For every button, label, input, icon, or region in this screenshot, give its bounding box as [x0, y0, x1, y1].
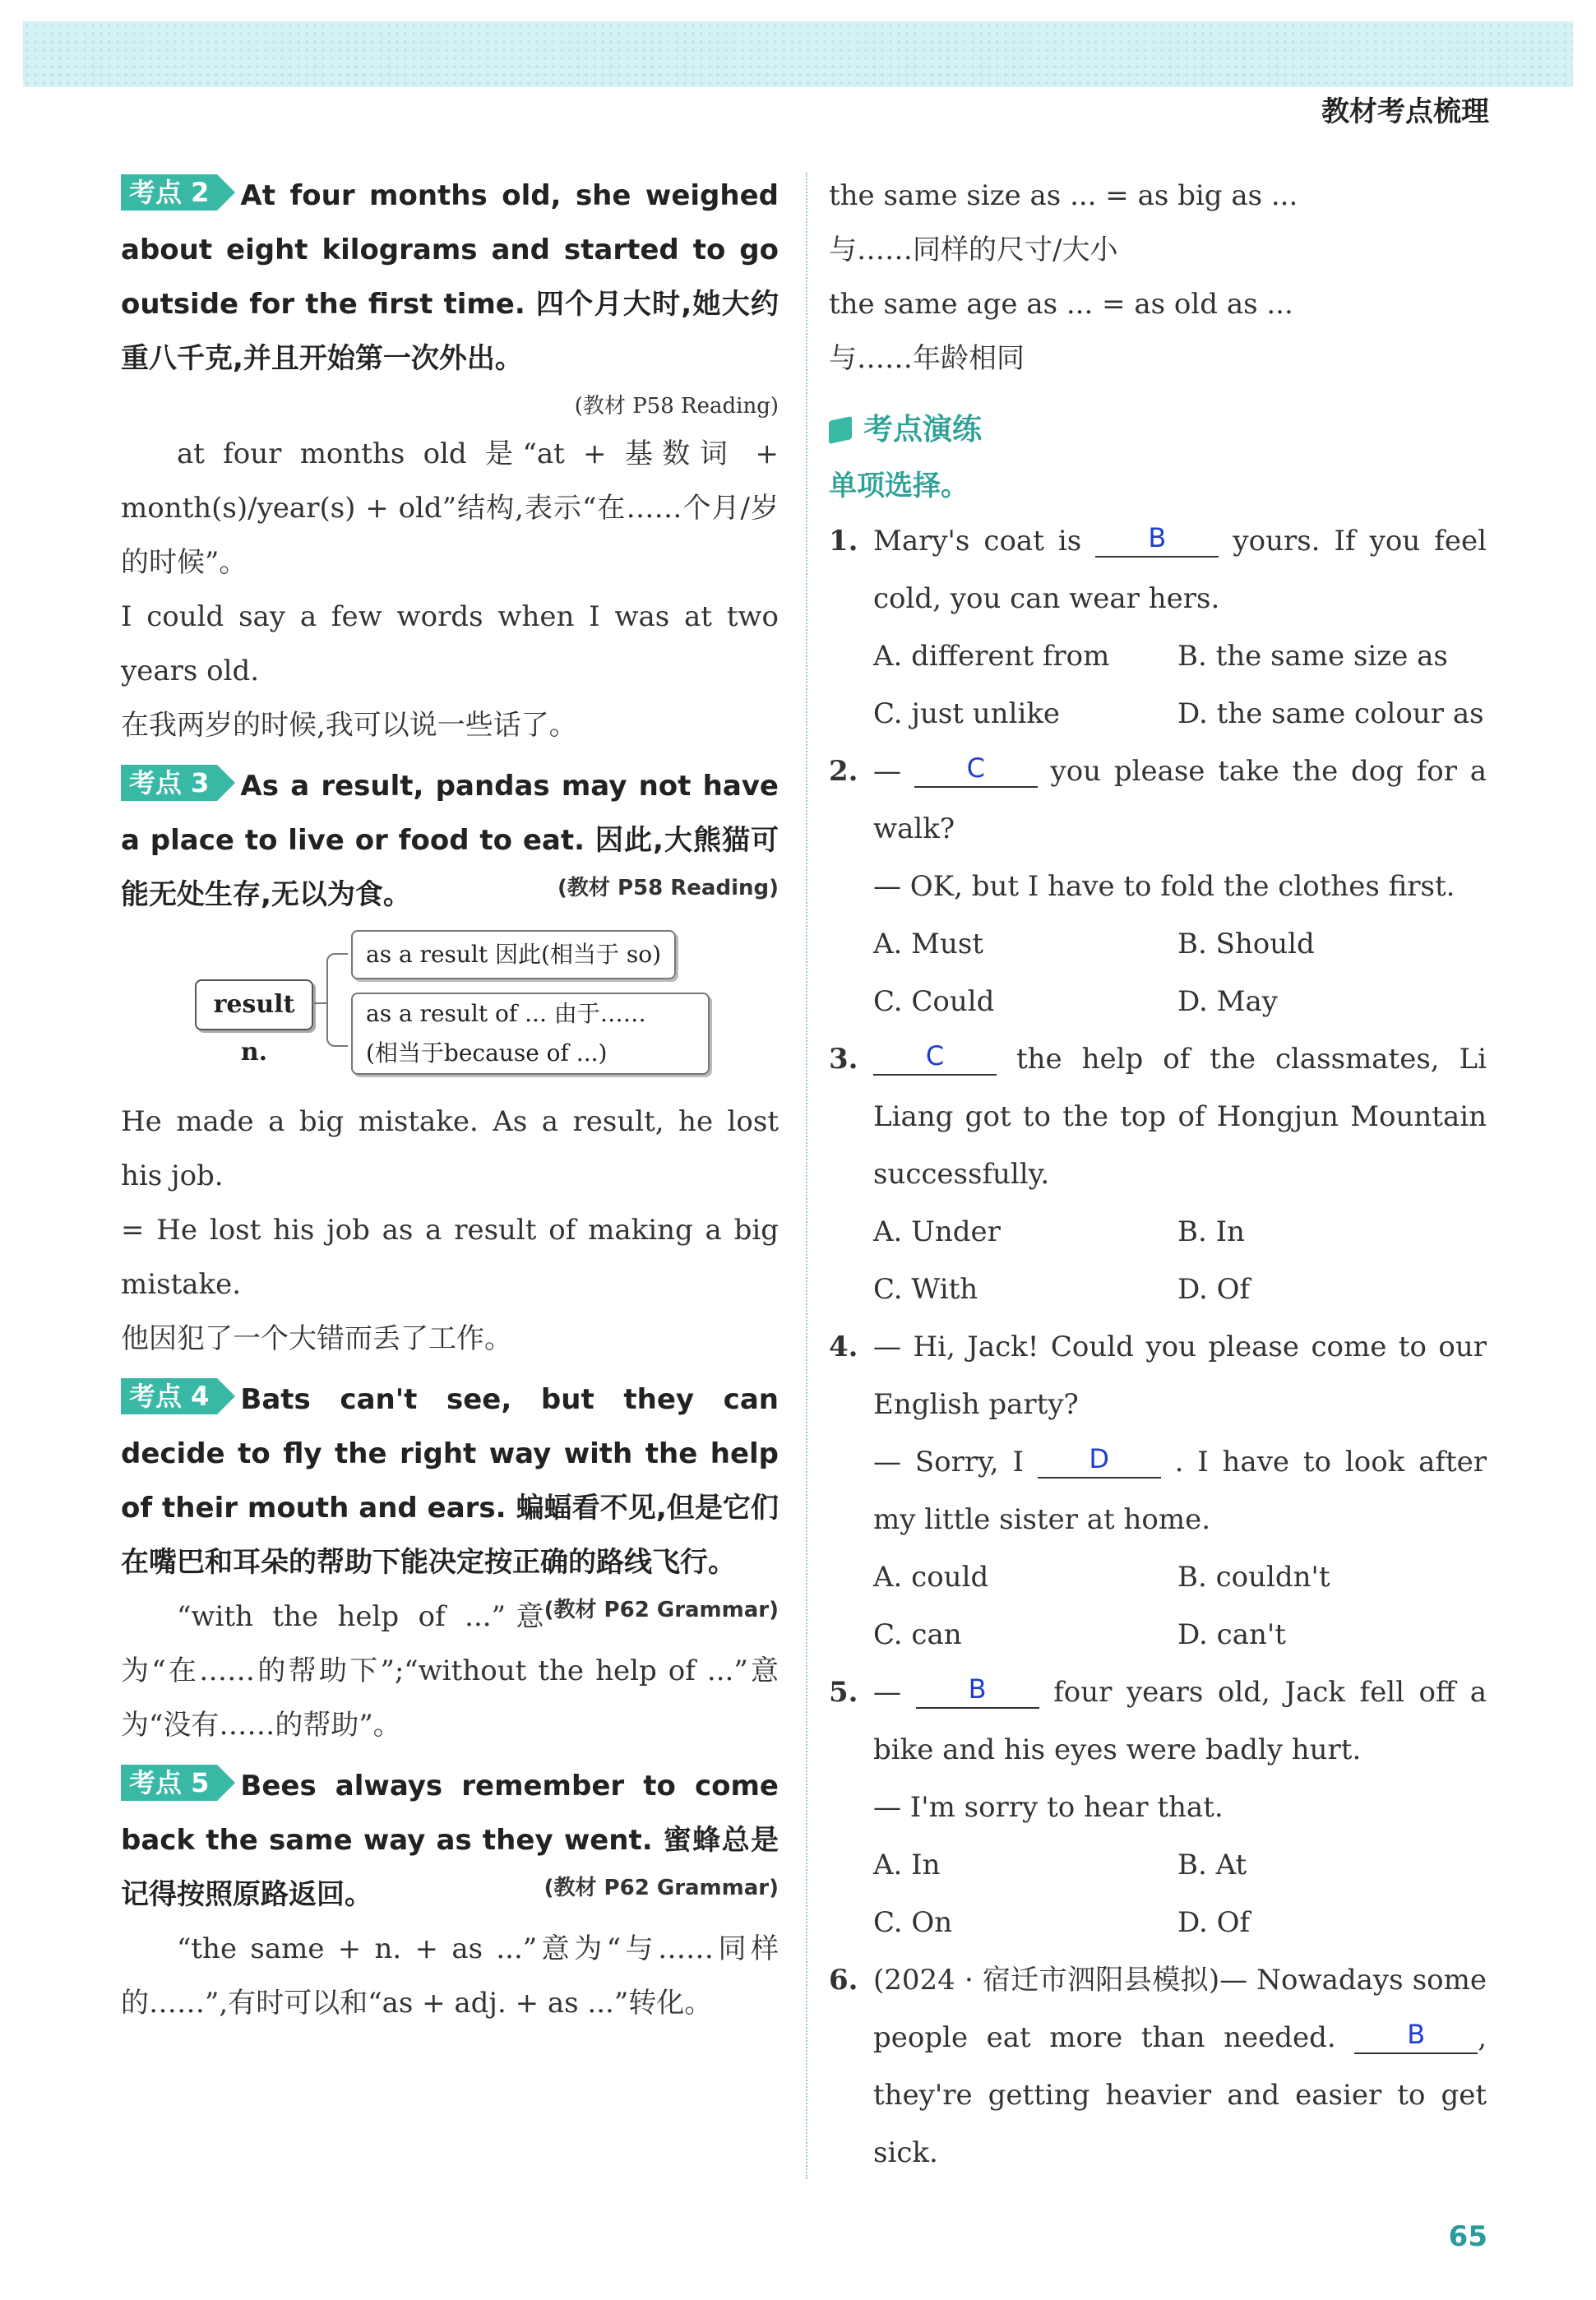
option-b[interactable]: B. the same size as — [1177, 640, 1448, 673]
left-column — [121, 169, 779, 2030]
answer-blank[interactable]: D — [1038, 1441, 1161, 1479]
same-size-line: the same size as ... = as big as ... — [829, 179, 1298, 212]
option-c[interactable]: C. can — [873, 1618, 962, 1651]
answer-blank[interactable]: B — [1095, 520, 1219, 558]
diagram-main-node: result n. — [195, 979, 313, 1030]
kp5-sentence-cn: 蜜蜂总是记得按照原路返回。 — [121, 1824, 779, 1911]
diagram-connector — [312, 1002, 326, 1004]
header-title: 教材考点梳理 — [1321, 95, 1489, 128]
question-6 — [829, 1951, 1487, 2182]
option-a[interactable]: A. different from — [873, 640, 1110, 673]
answer-blank[interactable]: C — [914, 750, 1038, 788]
option-b[interactable]: B. couldn't — [1177, 1561, 1330, 1594]
header-band — [23, 21, 1573, 87]
kp4-source: (教材 P62 Grammar) — [544, 1598, 779, 1622]
result-diagram — [121, 930, 779, 1086]
subsection-title: 单项选择。 — [829, 470, 969, 502]
question-4 — [829, 1318, 1487, 1664]
question-stem-rest: four years old, Jack fell off a bike and his eyes were badly hurt. — [873, 1676, 1487, 1766]
question-number: 3. — [829, 1043, 858, 1076]
cube-icon — [829, 416, 852, 444]
answer-blank[interactable]: B — [1354, 2016, 1478, 2054]
kp2-example-cn: 在我两岁的时候,我可以说一些话了。 — [121, 709, 577, 742]
question-number: 2. — [829, 755, 858, 788]
option-list — [873, 627, 1487, 743]
kp5-badge: 考点 5 — [121, 1765, 217, 1801]
same-age-cn: 与……年龄相同 — [829, 342, 1025, 375]
same-age-line: the same age as ... = as old as ... — [829, 288, 1293, 321]
option-d[interactable]: D. May — [1177, 985, 1278, 1018]
option-d[interactable]: D. can't — [1177, 1618, 1286, 1651]
kp4-badge: 考点 4 — [121, 1378, 217, 1414]
kp3-source: (教材 P58 Reading) — [557, 876, 779, 900]
option-a[interactable]: A. could — [873, 1561, 989, 1594]
option-c[interactable]: C. just unlike — [873, 697, 1061, 730]
diagram-box2-line2: (相当于because of ...) — [366, 1039, 608, 1067]
dialogue-reply: — OK, but I have to fold the clothes first. — [873, 870, 1455, 903]
same-size-cn: 与……同样的尺寸/大小 — [829, 234, 1118, 266]
kp3-badge: 考点 3 — [121, 765, 217, 801]
question-stem-rest: you please take the dog for a walk? — [873, 755, 1487, 845]
dialogue-prompt: — Hi, Jack! Could you please come to our English party? — [873, 1330, 1487, 1421]
kaodian-4 — [121, 1372, 779, 1752]
option-d[interactable]: D. Of — [1177, 1273, 1251, 1306]
section-title: 考点演练 — [829, 400, 1487, 460]
kp4-note: “with the help of ...”意为“在……的帮助下”;“without the help of ...”意为“没有……的帮助”。 — [121, 1600, 779, 1742]
page-number: 65 — [1448, 2220, 1487, 2253]
question-number: 1. — [829, 525, 858, 558]
kp2-sentence-cn: 四个月大时,她大约重八千克,并且开始第一次外出。 — [121, 288, 779, 375]
kp3-sentence-cn: 因此,大熊猫可能无处生存,无以为食。 — [121, 824, 779, 911]
kp5-note: “the same + n. + as ...”意为“与……同样的……”,有时可以和“as + adj. + as ...”转化。 — [121, 1932, 779, 2020]
question-stem-rest: the help of the classmates, Li Liang got to the top of Hongjun Mountain successfully. — [873, 1043, 1487, 1191]
question-stem: Mary's coat is — [873, 525, 1082, 558]
option-b[interactable]: B. At — [1177, 1849, 1247, 1881]
question-3 — [829, 1030, 1487, 1318]
option-list — [873, 1836, 1487, 1951]
column-divider — [806, 173, 807, 2179]
kp5-source: (教材 P62 Grammar) — [544, 1876, 779, 1900]
question-stem: — — [873, 1676, 901, 1709]
kp2-sentence-en: At four months old, she weighed about eight kilograms and started to go outside for the first time. — [121, 179, 779, 321]
diagram-brace — [326, 953, 348, 1047]
kp4-heading — [121, 1372, 779, 1622]
question-1 — [829, 512, 1487, 743]
option-list — [873, 1203, 1487, 1318]
question-5 — [829, 1664, 1487, 1951]
kaodian-2 — [121, 169, 779, 752]
option-list — [873, 915, 1487, 1030]
option-d[interactable]: D. Of — [1177, 1906, 1251, 1939]
question-2 — [829, 743, 1487, 1030]
option-b[interactable]: B. In — [1177, 1215, 1245, 1248]
option-a[interactable]: A. Under — [873, 1215, 1001, 1248]
option-c[interactable]: C. Could — [873, 985, 995, 1018]
kp4-sentence-cn: 蝙蝠看不见,但是它们在嘴巴和耳朵的帮助下能决定按正确的路线飞行。 — [121, 1492, 779, 1579]
answer-blank[interactable]: C — [873, 1038, 997, 1076]
option-c[interactable]: C. With — [873, 1273, 978, 1306]
diagram-box-as-a-result: as a result 因此(相当于 so) — [351, 930, 676, 979]
kp3-example-en2: = He lost his job as a result of making a big mistake. — [121, 1214, 779, 1301]
question-number: 4. — [829, 1330, 858, 1363]
kp2-heading — [121, 169, 779, 386]
question-stem-rest: . I have to look after my little sister at home. — [873, 1446, 1487, 1536]
diagram-box2-line1: as a result of ... 由于…… — [366, 1000, 646, 1027]
question-number: 5. — [829, 1676, 858, 1709]
diagram-box-as-a-result-of — [351, 993, 710, 1075]
kp2-example-en: I could say a few words when I was at two years old. — [121, 600, 779, 687]
kp5-heading — [121, 1759, 779, 1922]
option-d[interactable]: D. the same colour as — [1177, 697, 1484, 730]
kp3-sentence-en: As a result, pandas may not have a place to live or food to eat. — [121, 770, 779, 857]
question-stem: — — [873, 755, 901, 788]
kp3-example-en1: He made a big mistake. As a result, he lost his job. — [121, 1105, 779, 1192]
option-list — [873, 1548, 1487, 1664]
kp3-heading — [121, 759, 779, 922]
right-column — [829, 169, 1487, 2182]
question-stem: (2024 · 宿迁市泗阳县模拟)— Nowadays some people eat more than needed. — [873, 1964, 1487, 2054]
answer-blank[interactable]: B — [916, 1671, 1039, 1709]
question-stem-rest: yours. If you feel cold, you can wear hers. — [873, 525, 1487, 615]
question-number: 6. — [829, 1964, 858, 1997]
option-b[interactable]: B. Should — [1177, 928, 1315, 960]
kp2-source: (教材 P58 Reading) — [574, 394, 779, 419]
option-c[interactable]: C. On — [873, 1906, 953, 1939]
kp4-sentence-en: Bats can't see, but they can decide to fly the right way with the help of their mouth and ears. — [121, 1383, 779, 1525]
kp3-example-cn: 他因犯了一个大错而丢了工作。 — [121, 1322, 512, 1355]
kaodian-3 — [121, 759, 779, 1366]
kp2-note: at four months old 是“at + 基数词 + month(s)/year(s) + old”结构,表示“在……个月/岁的时候”。 — [121, 437, 779, 579]
question-stem-rest: , they're getting heavier and easier to get sick. — [873, 2021, 1487, 2169]
kp2-badge: 考点 2 — [121, 174, 217, 211]
kp5-sentence-en: Bees always remember to come back the same way as they went. — [121, 1770, 779, 1857]
kaodian-5 — [121, 1759, 779, 2030]
option-a[interactable]: A. In — [873, 1849, 941, 1881]
question-stem: — Sorry, I — [873, 1446, 1024, 1479]
dialogue-reply: — I'm sorry to hear that. — [873, 1791, 1224, 1824]
option-a[interactable]: A. Must — [873, 928, 983, 960]
